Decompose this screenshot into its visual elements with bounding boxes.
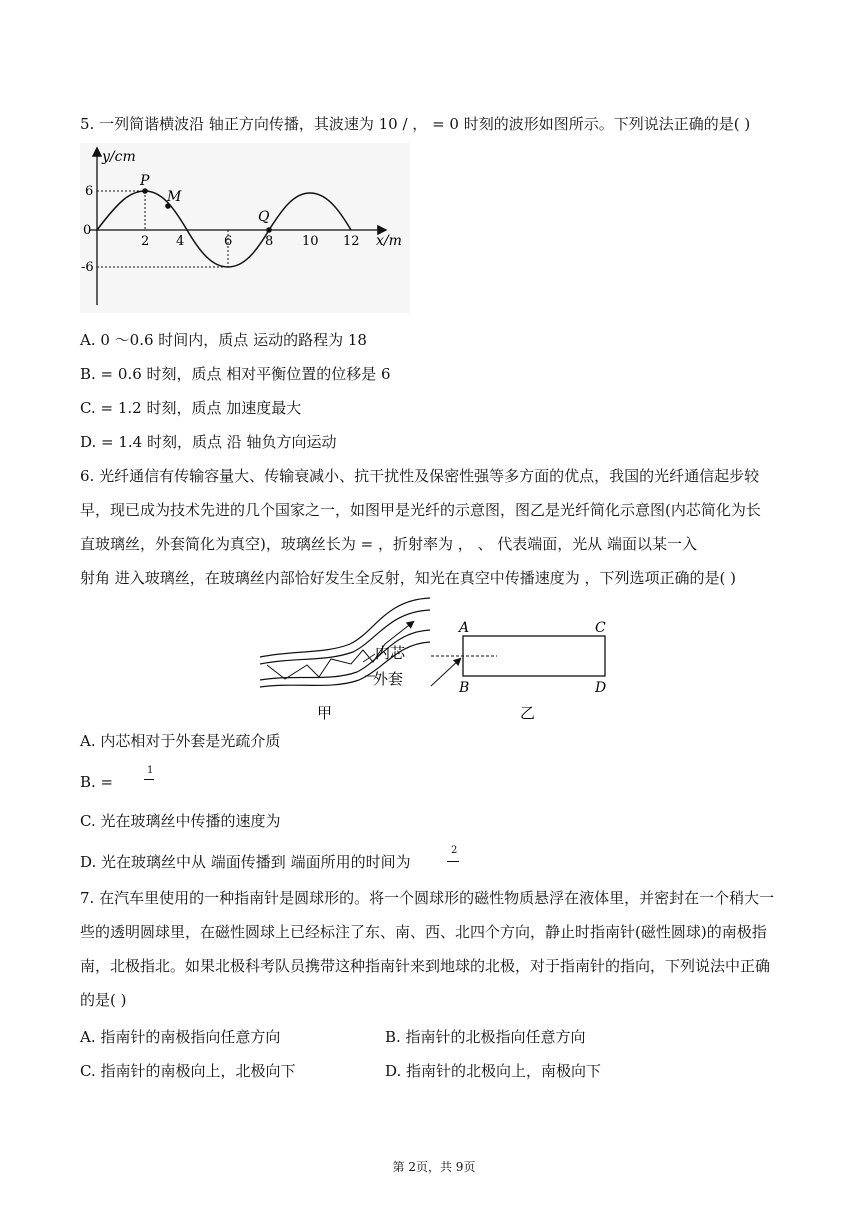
origin-label: 0	[83, 223, 92, 238]
q6-stem	[80, 459, 788, 595]
q7-stem-line: 些的透明圆球里，在磁性圆球上已经标注了东、南、西、北四个方向，静止时指南针(磁性圆球)的南极指	[80, 923, 767, 941]
q6-fiber-figure	[255, 592, 615, 722]
q5-option-c: C. = 1.2 时刻，质点 加速度最大	[80, 399, 302, 417]
q5-option-a: A. 0 ～0.6 时间内，质点 运动的路程为 18	[80, 331, 367, 349]
q6-stem-line: 射角 进入玻璃丝，在玻璃丝内部恰好发生全反射，知光在真空中传播速度为 ，下列选项正确的是( )	[80, 569, 737, 587]
x-tick-10: 10	[302, 234, 319, 249]
q7-stem-line: 南，北极指北。如果北极科考队员携带这种指南针来到地球的北极，对于指南针的指向，下列说法中正确	[80, 957, 771, 975]
y-axis-label: y/cm	[102, 149, 136, 165]
q6-option-a: A. 内芯相对于外套是光疏介质	[80, 732, 281, 750]
q6-option-d: D. 光在玻璃丝中从 端面传播到 端面所用的时间为	[80, 853, 411, 871]
q7-option-c: C. 指南针的南极向上，北极向下	[80, 1062, 296, 1080]
page-footer: 第 2页，共 9页	[392, 1160, 476, 1174]
q7-stem-line: 7. 在汽车里使用的一种指南针是圆球形的。将一个圆球形的磁性物质悬浮在液体里，并密封在一个稍大一	[80, 889, 775, 907]
q6-stem-line: 6. 光纤通信有传输容量大、传输衰减小、抗干扰性及保密性强等多方面的优点，我国的光纤通信起步较	[80, 467, 760, 485]
y-tick-6: 6	[85, 184, 94, 199]
x-tick-6: 6	[224, 234, 233, 249]
q6-stem-line: 早，现已成为技术先进的几个国家之一，如图甲是光纤的示意图，图乙是光纤简化示意图(内芯简化为长	[80, 501, 761, 519]
corner-c: C	[595, 620, 606, 636]
q5-option-b: B. = 0.6 时刻，质点 相对平衡位置的位移是 6	[80, 365, 391, 383]
point-q-label: Q	[258, 209, 270, 225]
x-axis-label: x/m	[376, 233, 402, 249]
point-q-dot	[266, 227, 272, 233]
q7-option-a: A. 指南针的南极指向任意方向	[80, 1028, 281, 1046]
point-m-label: M	[167, 189, 182, 205]
corner-b: B	[459, 680, 470, 696]
corner-d: D	[595, 680, 607, 696]
q5-option-d: D. = 1.4 时刻，质点 沿 轴负方向运动	[80, 433, 337, 451]
x-tick-8: 8	[265, 234, 274, 249]
caption-jia: 甲	[317, 704, 333, 722]
incident-ray	[431, 659, 460, 686]
q5-wave-graph	[80, 143, 410, 313]
caption-yi: 乙	[520, 704, 536, 722]
q7-stem	[80, 881, 788, 1017]
q6-option-c: C. 光在玻璃丝中传播的速度为	[80, 812, 281, 830]
glass-rod-rect	[463, 636, 605, 676]
q6-option-b-fraction: 1	[147, 765, 154, 776]
q7-option-b: B. 指南针的北极指向任意方向	[385, 1028, 586, 1046]
corner-a: A	[459, 620, 470, 636]
x-tick-4: 4	[176, 234, 185, 249]
q6-option-b: B. =	[80, 773, 114, 791]
point-p-dot	[142, 188, 148, 194]
q6-option-d-fraction: 2	[451, 845, 458, 856]
label-core: 内芯	[375, 644, 406, 662]
y-tick-neg6: -6	[81, 260, 94, 275]
q7-option-d: D. 指南针的北极向上，南极向下	[385, 1062, 602, 1080]
q7-stem-line: 的是( )	[80, 991, 127, 1009]
label-cladding: 外套	[373, 670, 404, 688]
x-tick-12: 12	[343, 234, 360, 249]
q5-stem: 5. 一列简谐横波沿 轴正方向传播，其波速为 10 / ， = 0 时刻的波形如图所示。下列说法正确的是( )	[80, 115, 751, 133]
x-tick-2: 2	[141, 234, 150, 249]
q6-stem-line: 直玻璃丝，外套简化为真空)，玻璃丝长为 = ，折射率为 ， 、 代表端面，光从 端面以某一入	[80, 535, 698, 553]
point-p-label: P	[140, 173, 150, 189]
